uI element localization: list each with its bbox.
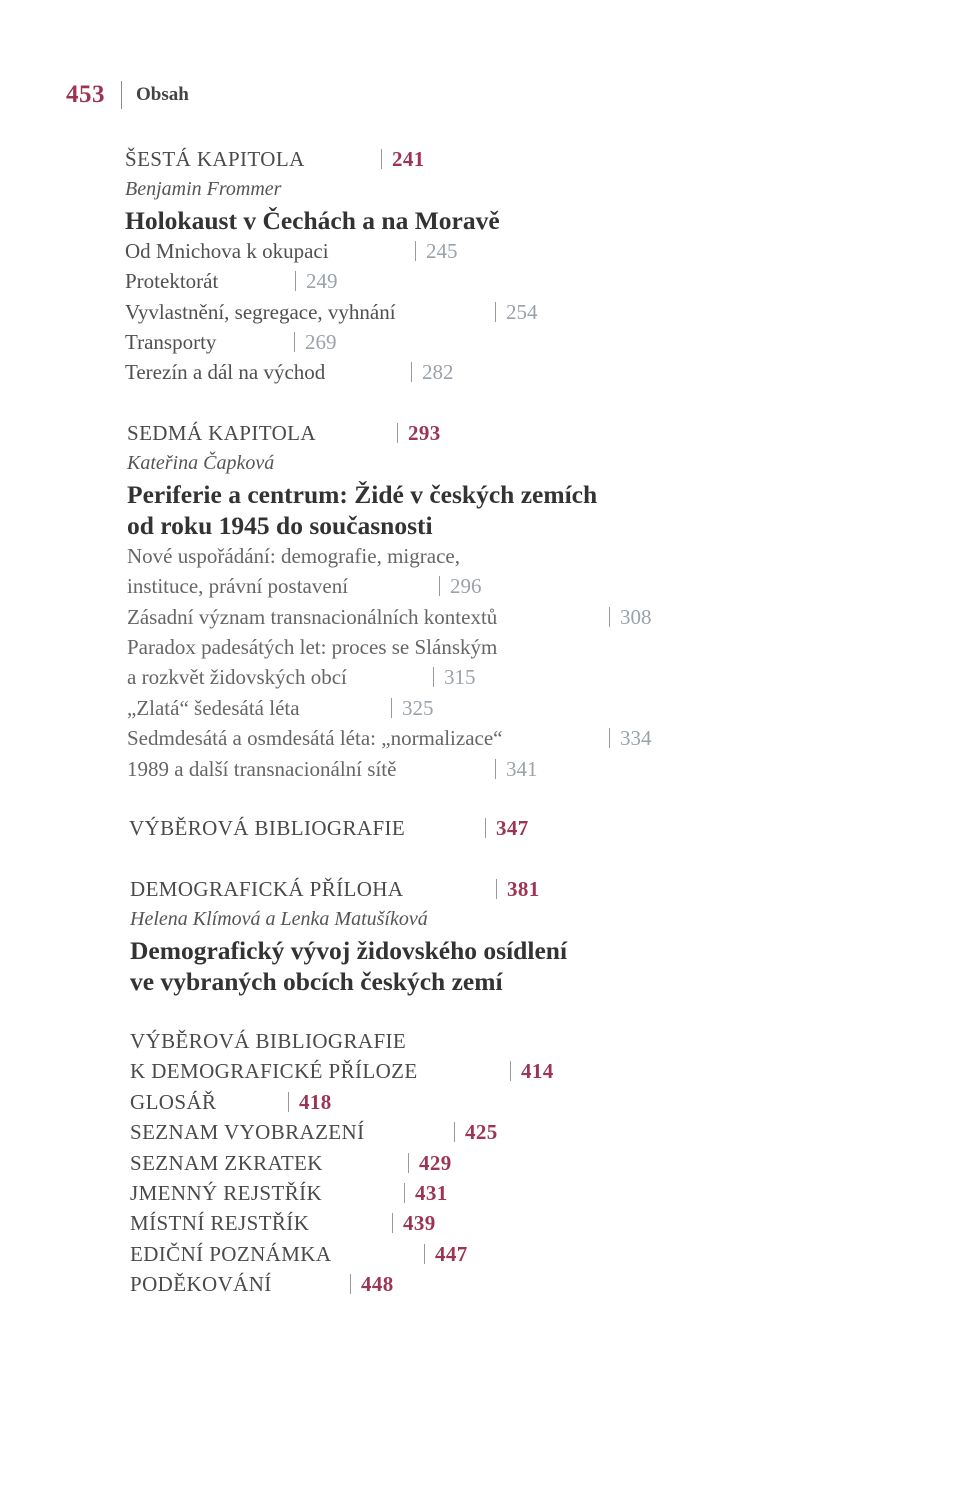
bib-appendix-label-line-1: VÝBĚROVÁ BIBLIOGRAFIE xyxy=(130,1029,407,1053)
page-divider xyxy=(495,302,496,322)
page-ref: 429 xyxy=(419,1150,452,1175)
toc-entry[interactable] xyxy=(125,357,825,387)
chapter-title-line-2[interactable]: od roku 1945 do současnosti xyxy=(127,510,433,540)
section-label-line-1: Paradox padesátých let: proces se Slánským xyxy=(127,634,498,659)
toc-entry[interactable] xyxy=(127,602,827,632)
page-ref: 381 xyxy=(507,877,540,901)
page-divider xyxy=(510,1061,511,1081)
appendix-title-line-1[interactable]: Demografický vývoj židovského osídlení xyxy=(130,935,568,965)
toc-entry[interactable] xyxy=(125,236,825,266)
page-divider xyxy=(411,362,412,382)
appendix-label: DEMOGRAFICKÁ PŘÍLOHA xyxy=(130,877,404,901)
toc-entry-illustrations[interactable] xyxy=(130,1117,830,1147)
page-ref: 447 xyxy=(435,1241,468,1266)
toc-back-matter xyxy=(130,1026,830,1300)
page-ref: 249 xyxy=(306,269,338,294)
toc-entry[interactable] xyxy=(125,297,825,327)
page-divider xyxy=(454,1122,455,1142)
page-divider xyxy=(404,1183,405,1203)
section-label: Vyvlastnění, segregace, vyhnání xyxy=(125,299,396,324)
page-ref: 282 xyxy=(422,360,454,385)
page-ref: 293 xyxy=(408,421,441,445)
chapter-title[interactable]: Holokaust v Čechách a na Moravě xyxy=(125,205,500,235)
page-ref: 418 xyxy=(299,1089,332,1114)
toc-entry-name-index[interactable] xyxy=(130,1178,830,1208)
toc-bibliography xyxy=(129,813,829,843)
back-matter-label: SEZNAM VYOBRAZENÍ xyxy=(130,1120,365,1145)
page-ref: 245 xyxy=(426,238,458,263)
chapter-label: SEDMÁ KAPITOLA xyxy=(127,421,316,445)
toc-entry-chapter-6[interactable] xyxy=(125,144,825,174)
page-divider xyxy=(485,818,486,838)
back-matter-label: GLOSÁŘ xyxy=(130,1089,217,1114)
toc-entry-appendix[interactable] xyxy=(130,874,830,904)
toc-chapter-7 xyxy=(127,418,827,784)
page-ref: 347 xyxy=(496,816,529,840)
back-matter-label: SEZNAM ZKRATEK xyxy=(130,1150,323,1175)
bib-appendix-label: K DEMOGRAFICKÉ PŘÍLOZE xyxy=(130,1059,418,1084)
bibliography-label: VÝBĚROVÁ BIBLIOGRAFIE xyxy=(129,816,406,840)
page-ref: 269 xyxy=(305,329,337,354)
page-divider xyxy=(391,698,392,718)
toc-chapter-6 xyxy=(125,144,825,388)
chapter-author: Benjamin Frommer xyxy=(125,178,282,201)
page-ref: 296 xyxy=(450,574,482,599)
page-divider xyxy=(609,607,610,627)
section-label: instituce, právní postavení xyxy=(127,574,349,599)
section-label-line-1: Nové uspořádání: demografie, migrace, xyxy=(127,543,460,568)
toc-entry-glossary[interactable] xyxy=(130,1087,830,1117)
page-divider xyxy=(415,241,416,261)
page-divider xyxy=(397,423,398,443)
page-divider xyxy=(408,1153,409,1173)
toc-entry-place-index[interactable] xyxy=(130,1208,830,1238)
running-head xyxy=(66,78,189,112)
page-ref: 315 xyxy=(444,665,476,690)
page-divider xyxy=(288,1092,289,1112)
page-ref: 414 xyxy=(521,1059,554,1084)
section-label: Transporty xyxy=(125,329,217,354)
toc-entry-abbreviations[interactable] xyxy=(130,1148,830,1178)
toc-entry[interactable] xyxy=(125,327,825,357)
page-divider xyxy=(495,759,496,779)
appendix-title-line-2[interactable]: ve vybraných obcích českých zemí xyxy=(130,966,503,996)
section-label: a rozkvět židovských obcí xyxy=(127,665,347,690)
toc-entry-acknowledgements[interactable] xyxy=(130,1269,830,1299)
page-ref: 439 xyxy=(403,1211,436,1236)
page-ref: 334 xyxy=(620,726,652,751)
chapter-label: ŠESTÁ KAPITOLA xyxy=(125,147,305,171)
page-ref: 448 xyxy=(361,1272,394,1297)
page-ref: 341 xyxy=(506,756,538,781)
chapter-title-line-1[interactable]: Periferie a centrum: Židé v českých zemích xyxy=(127,479,598,509)
section-label: Zásadní význam transnacionálních kontextů xyxy=(127,604,498,629)
page-ref: 241 xyxy=(392,147,425,171)
section-label: Od Mnichova k okupaci xyxy=(125,238,329,263)
page-divider xyxy=(392,1213,393,1233)
toc-entry-chapter-7[interactable] xyxy=(127,418,827,448)
toc-entry[interactable] xyxy=(127,662,827,692)
section-label: „Zlatá“ šedesátá léta xyxy=(127,695,300,720)
section-title: Obsah xyxy=(136,84,189,105)
back-matter-label: EDIČNÍ POZNÁMKA xyxy=(130,1241,332,1266)
back-matter-label: MÍSTNÍ REJSTŘÍK xyxy=(130,1211,310,1236)
section-label: Protektorát xyxy=(125,269,219,294)
page-ref: 308 xyxy=(620,604,652,629)
toc-entry-bib-appendix[interactable] xyxy=(130,1056,830,1086)
page-ref: 325 xyxy=(402,695,434,720)
toc-entry-bibliography[interactable] xyxy=(129,813,829,843)
back-matter-label: PODĚKOVÁNÍ xyxy=(130,1272,272,1297)
page-divider xyxy=(381,149,382,169)
page-divider xyxy=(295,271,296,291)
back-matter-label: JMENNÝ REJSTŘÍK xyxy=(130,1180,323,1205)
page-ref: 431 xyxy=(415,1180,448,1205)
toc-entry[interactable] xyxy=(127,754,827,784)
chapter-author: Kateřina Čapková xyxy=(127,452,275,475)
page-number: 453 xyxy=(66,81,105,108)
section-label: 1989 a další transnacionální sítě xyxy=(127,756,397,781)
page-divider xyxy=(609,728,610,748)
toc-entry[interactable] xyxy=(127,571,827,601)
page-divider xyxy=(439,576,440,596)
page-ref: 254 xyxy=(506,299,538,324)
toc-entry[interactable] xyxy=(125,266,825,296)
section-label: Terezín a dál na východ xyxy=(125,360,326,385)
page-divider xyxy=(496,879,497,899)
page-divider xyxy=(294,332,295,352)
page-ref: 425 xyxy=(465,1120,498,1145)
toc-appendix xyxy=(130,874,830,997)
page-divider xyxy=(424,1244,425,1264)
page-divider xyxy=(433,667,434,687)
header-divider xyxy=(121,81,122,109)
toc-entry[interactable] xyxy=(127,723,827,753)
toc-entry[interactable] xyxy=(127,693,827,723)
page-divider xyxy=(350,1274,351,1294)
toc-entry-editorial-note[interactable] xyxy=(130,1239,830,1269)
appendix-authors: Helena Klímová a Lenka Matušíková xyxy=(130,908,428,931)
section-label: Sedmdesátá a osmdesátá léta: „normalizace“ xyxy=(127,726,503,751)
